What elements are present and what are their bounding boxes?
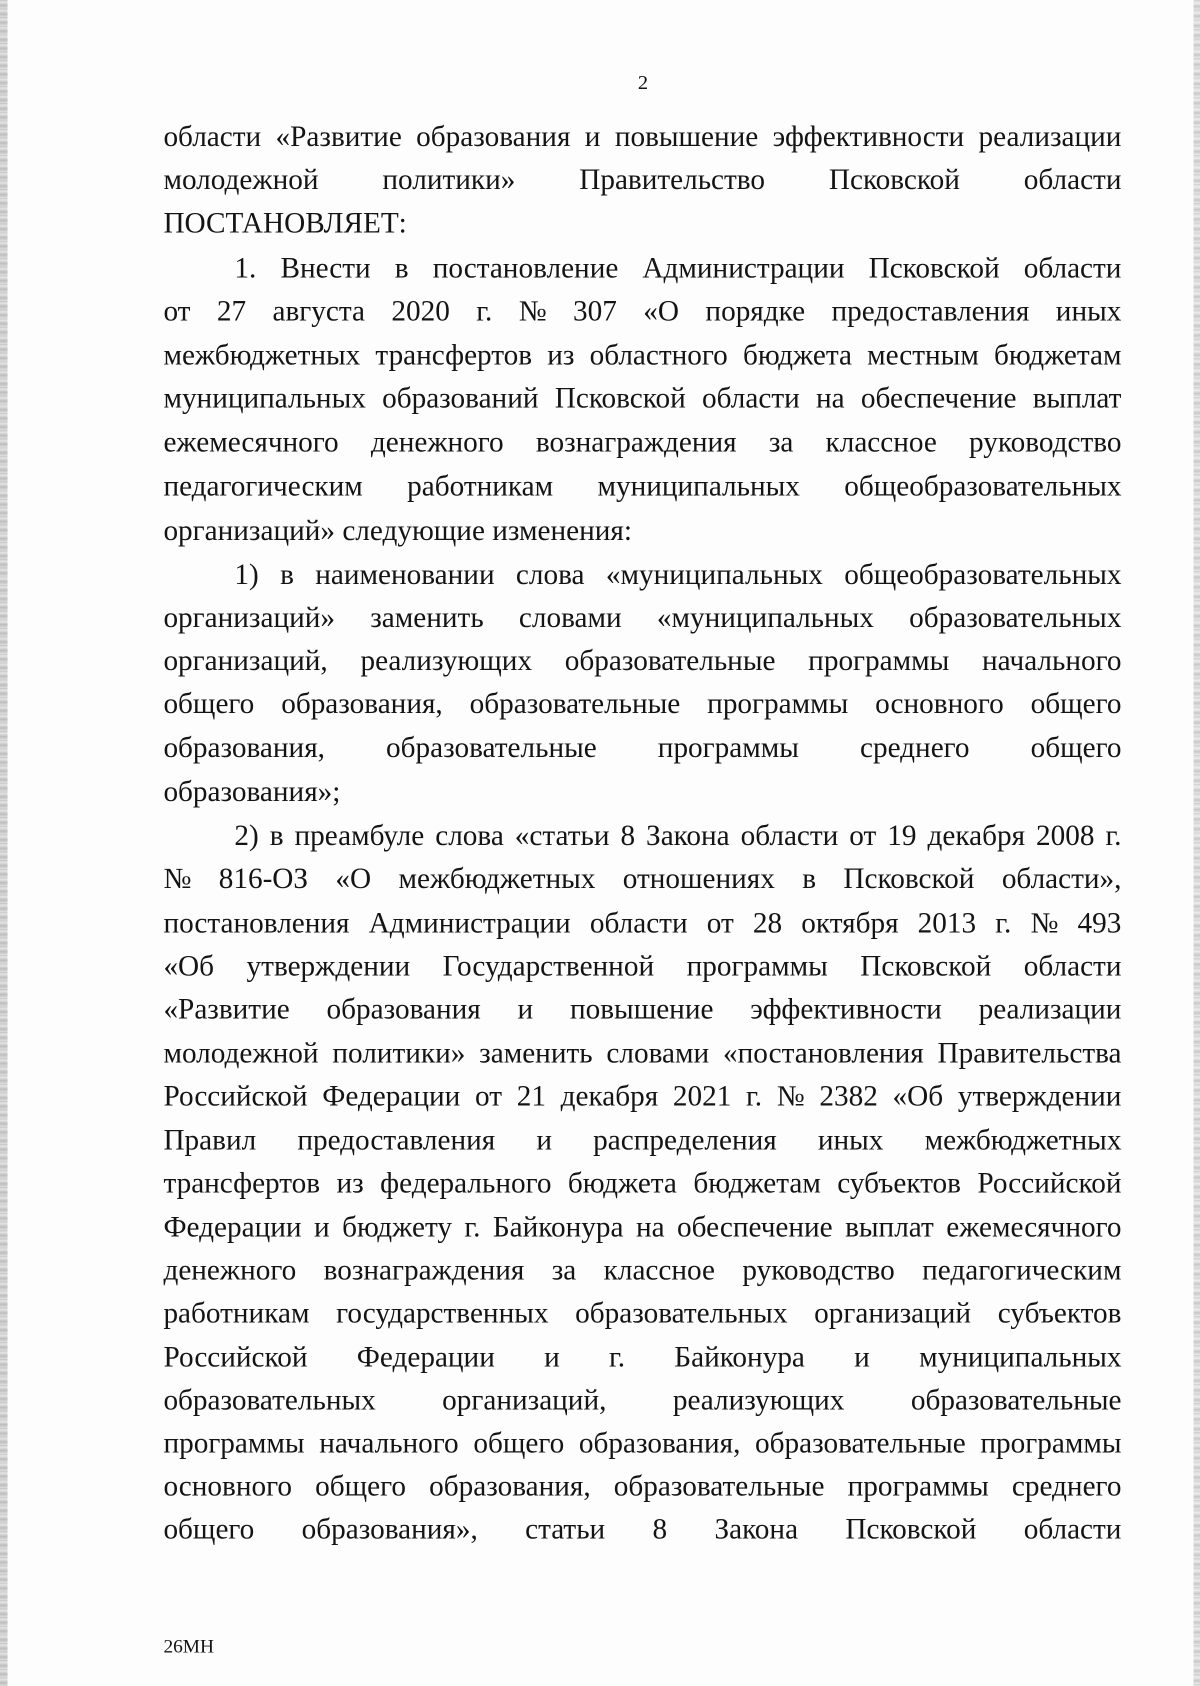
text-line	[163, 642, 1121, 679]
line-word: за	[768, 425, 794, 459]
line-word: утверждении	[957, 1079, 1122, 1112]
line-word: образований	[382, 381, 539, 414]
line-word: на	[815, 381, 845, 414]
line-word: 1.	[234, 251, 257, 284]
line-word: руководство	[969, 425, 1122, 459]
line-word: предоставления	[831, 294, 1030, 327]
line-word: основного	[163, 1469, 292, 1503]
line-word: от	[475, 1079, 503, 1112]
line-word: Псковской	[828, 163, 960, 196]
line-word: области	[163, 120, 262, 153]
line-word: Псковской	[860, 949, 992, 982]
line-word: общего	[1030, 731, 1122, 764]
text-line	[163, 161, 1121, 198]
line-word: эффективности	[772, 120, 965, 153]
line-word: Государственной	[442, 949, 655, 982]
line-word: местным	[867, 338, 979, 371]
text-line	[163, 904, 1121, 941]
line-word: федерального	[380, 1166, 552, 1199]
line-word: образования	[326, 992, 481, 1025]
line-word: реализации	[978, 120, 1122, 153]
line-word: межбюджетных	[924, 1123, 1122, 1156]
line-word: г.	[464, 1210, 481, 1244]
text-line	[163, 1339, 1121, 1376]
line-word: Администрации	[642, 251, 845, 284]
line-word: области	[702, 381, 800, 414]
line-word: области»,	[1001, 862, 1122, 895]
text-line	[234, 817, 1121, 854]
line-word: 27	[216, 294, 247, 327]
line-word: межбюджетных	[163, 338, 361, 371]
line-word: Администрации	[368, 906, 571, 939]
line-word: организаций,	[163, 644, 328, 677]
line-word: «Об	[892, 1079, 944, 1112]
page-number: 2	[637, 72, 649, 95]
line-word: бюджету	[342, 1210, 452, 1244]
line-word: организаций	[814, 1296, 972, 1330]
text-line	[163, 685, 1121, 722]
text-line	[163, 1295, 1121, 1332]
line-word: «О	[335, 862, 372, 895]
line-word: межбюджетных	[398, 862, 596, 895]
line-word: государственных	[336, 1296, 549, 1330]
text-line	[163, 1209, 1121, 1246]
line-word: реализации	[978, 992, 1122, 1025]
line-word: предоставления	[297, 1123, 496, 1156]
text-line	[163, 1121, 1121, 1158]
line-word: образования»,	[301, 1512, 478, 1546]
line-word: руководство	[742, 1253, 895, 1287]
line-word: вознаграждения	[535, 425, 737, 459]
line-word: от	[706, 906, 734, 939]
line-word: Российской	[163, 1079, 308, 1112]
line-word: Псковской	[845, 1512, 977, 1546]
line-word: муниципальных	[163, 381, 366, 414]
line-word: области	[740, 819, 839, 852]
line-word: начального	[982, 644, 1122, 677]
line-word: общего	[315, 1469, 406, 1503]
line-word: общеобразовательных	[844, 469, 1122, 503]
line-word: Федерации	[163, 1210, 302, 1244]
line-word: общеобразовательных	[844, 558, 1122, 591]
line-word: №	[163, 862, 192, 895]
line-word: словами	[518, 601, 622, 634]
line-word: в	[280, 558, 294, 591]
line-word: начального	[319, 1426, 459, 1460]
line-word: иных	[817, 1123, 884, 1156]
line-word: образования,	[429, 1469, 591, 1503]
line-word: декабря	[927, 819, 1026, 852]
text-line	[163, 380, 1121, 417]
line-word: Байконура	[492, 1210, 624, 1244]
line-word: Псковской	[868, 251, 1000, 284]
line-word: «Развитие	[163, 992, 290, 1025]
text-line	[163, 1511, 1121, 1548]
line-word: в	[269, 819, 284, 852]
line-word: постановление	[432, 251, 619, 284]
line-word: общего	[1030, 687, 1122, 720]
line-word: и	[536, 1123, 553, 1156]
line-word: ежемесячного	[163, 425, 339, 459]
line-word: заменить	[479, 1036, 593, 1069]
line-word: обеспечение	[860, 381, 1017, 414]
line-word: г.	[746, 1079, 763, 1112]
text-line	[163, 118, 1121, 155]
line-word: политики»	[382, 163, 516, 196]
line-word: №	[776, 1079, 805, 1112]
line-word: 2020	[391, 294, 450, 327]
line-word: 8	[620, 819, 636, 852]
text-line	[163, 729, 1121, 766]
line-word: денежного	[163, 1253, 297, 1287]
line-word: декабря	[560, 1079, 659, 1112]
line-word: программы	[980, 1426, 1122, 1460]
line-word: от	[849, 819, 877, 852]
line-word: молодежной	[163, 1036, 319, 1069]
line-word: Правительства	[937, 1036, 1122, 1069]
line-word: 19	[887, 819, 917, 852]
line-word: классное	[603, 1253, 715, 1287]
line-word: эффективности	[750, 992, 942, 1025]
line-word: Российской	[163, 1340, 308, 1374]
text-line	[163, 424, 1121, 461]
text-line	[163, 1165, 1121, 1202]
text-line	[163, 1034, 1121, 1071]
line-word: «Об	[163, 949, 215, 982]
line-word: бюджетам	[993, 338, 1122, 371]
line-word: 2)	[234, 819, 259, 852]
line-word: области	[1023, 251, 1122, 284]
line-word: утверждении	[246, 949, 411, 982]
line-word: и	[313, 1210, 330, 1244]
line-word: работникам	[163, 1296, 310, 1330]
line-word: среднего	[859, 731, 970, 764]
line-word: обеспечение	[677, 1210, 833, 1244]
line-word: образовательных	[909, 601, 1122, 634]
line-word: Российской	[977, 1166, 1122, 1199]
text-line	[163, 599, 1121, 636]
line-word: 1)	[234, 558, 259, 591]
line-word: распределения	[593, 1123, 777, 1156]
line-word: «муниципальных	[605, 558, 823, 591]
line-word: выплат	[1032, 381, 1122, 414]
line-word: Федерации	[356, 1340, 495, 1374]
line-word: работникам	[407, 469, 554, 503]
line-word: Закона	[714, 1512, 799, 1546]
line-word: №	[1030, 906, 1059, 939]
line-word: «муниципальных	[656, 601, 874, 634]
line-word: «О	[643, 294, 680, 327]
line-word: заменить	[370, 601, 484, 634]
line-word: 816-ОЗ	[218, 862, 309, 895]
line-word: преамбуле	[294, 819, 425, 852]
line-word: молодежной	[163, 163, 319, 196]
line-word: от	[163, 294, 191, 327]
line-word: «постановления	[723, 1036, 924, 1069]
line-word: организаций»	[163, 601, 336, 634]
line-word: классное	[825, 425, 937, 459]
text-line	[163, 990, 1121, 1027]
line-word: «статьи	[514, 819, 610, 852]
line-word: 493	[1077, 906, 1122, 939]
line-word: среднего	[1011, 1469, 1122, 1503]
line-word: словами	[606, 1036, 710, 1069]
line-word: общего	[163, 1512, 255, 1546]
text-line	[234, 556, 1121, 593]
line-word: бюджета	[567, 1166, 677, 1199]
line-word: и	[517, 992, 534, 1025]
line-word: №	[518, 294, 547, 327]
line-word: субъектов	[997, 1296, 1122, 1330]
line-word: 8	[652, 1512, 668, 1546]
line-word: Псковской	[554, 381, 686, 414]
text-line	[163, 860, 1121, 897]
line-word: областного	[589, 338, 728, 371]
line-word: трансфертов	[163, 1166, 321, 1199]
line-word: образовательные	[613, 1469, 825, 1503]
line-word: основного	[875, 687, 1004, 720]
line-word: из	[547, 338, 575, 371]
line-word: организаций,	[442, 1383, 607, 1417]
line-word: в	[802, 862, 817, 895]
text-line	[234, 249, 1121, 286]
line-word: Псковской	[843, 862, 975, 895]
line-word: муниципальных	[919, 1340, 1122, 1374]
line-word: в	[394, 251, 409, 284]
line-word: педагогическим	[163, 469, 363, 503]
line-word: слова	[435, 819, 504, 852]
line-word: бюджетам	[693, 1166, 821, 1199]
line-word: образовательных	[575, 1296, 788, 1330]
line-word: 2382	[819, 1079, 878, 1112]
line-word: и	[854, 1340, 870, 1374]
line-word: порядке	[705, 294, 806, 327]
text-line	[163, 468, 1121, 505]
line-word: из	[336, 1166, 364, 1199]
line-word: образовательные	[469, 687, 681, 720]
text-line: организаций» следующие изменения:	[163, 513, 632, 547]
line-word: августа	[272, 294, 365, 327]
line-word: Закона	[646, 819, 730, 852]
footer-code: 26МН	[163, 1635, 214, 1657]
line-word: области	[589, 906, 688, 939]
line-word: образования,	[163, 731, 325, 764]
line-word: Правил	[163, 1123, 257, 1156]
line-word: программы	[163, 1426, 305, 1460]
text-line	[163, 337, 1121, 374]
line-word: за	[551, 1253, 577, 1287]
line-word: Байконура	[674, 1340, 805, 1374]
line-word: программы	[808, 644, 950, 677]
line-word: вознаграждения	[323, 1253, 525, 1287]
line-word: г.	[995, 906, 1012, 939]
line-word: трансфертов	[375, 338, 533, 371]
line-word: реализующих	[672, 1383, 845, 1417]
line-word: Правительство	[579, 163, 766, 196]
line-word: муниципальных	[597, 469, 800, 503]
line-word: образования,	[281, 687, 443, 720]
line-word: выплат	[845, 1210, 934, 1244]
text-line: образования»;	[163, 775, 341, 808]
text-line	[163, 1468, 1121, 1505]
line-word: программы	[657, 731, 799, 764]
line-word: программы	[686, 949, 828, 982]
line-word: на	[635, 1210, 665, 1244]
line-word: слова	[515, 558, 585, 591]
line-word: образовательные	[386, 731, 597, 764]
text-line: ПОСТАНОВЛЯЕТ:	[163, 206, 407, 239]
line-word: области	[1023, 1512, 1122, 1546]
line-word: программы	[847, 1469, 989, 1503]
line-word: повышение	[614, 120, 759, 153]
line-word: педагогическим	[922, 1253, 1122, 1287]
line-word: г.	[1105, 819, 1122, 852]
line-word: субъектов	[837, 1166, 961, 1199]
line-word: Федерации	[322, 1079, 461, 1112]
line-word: г.	[476, 294, 493, 327]
line-word: 2008	[1036, 819, 1095, 852]
line-word: образования	[416, 120, 571, 153]
line-word: 2021	[672, 1079, 732, 1112]
line-word: денежного	[370, 425, 504, 459]
line-word: наименовании	[315, 558, 495, 591]
line-word: постановления	[163, 906, 350, 939]
text-line	[163, 1252, 1121, 1289]
line-word: ежемесячного	[946, 1210, 1122, 1244]
text-line	[163, 947, 1121, 984]
line-word: «Развитие	[275, 120, 402, 153]
line-word: области	[1023, 949, 1122, 982]
line-word: 21	[516, 1079, 546, 1112]
line-word: области	[1023, 163, 1122, 196]
text-line	[163, 1382, 1121, 1419]
line-word: г.	[609, 1340, 626, 1374]
line-word: статьи	[525, 1512, 606, 1546]
line-word: образовательные	[910, 1383, 1122, 1417]
line-word: программы	[707, 687, 849, 720]
line-word: бюджета	[742, 338, 852, 371]
line-word: образовательных	[163, 1383, 376, 1417]
line-word: образовательные	[564, 644, 776, 677]
line-word: 28	[752, 906, 783, 939]
line-word: общего	[473, 1426, 565, 1460]
line-word: отношениях	[622, 862, 775, 895]
line-word: реализующих	[360, 644, 533, 677]
text-line	[163, 1425, 1121, 1462]
line-word: октября	[801, 906, 899, 939]
line-word: общего	[163, 687, 255, 720]
line-word: повышение	[569, 992, 714, 1025]
line-word: Внести	[280, 251, 371, 284]
line-word: иных	[1055, 294, 1122, 327]
line-word: и	[584, 120, 601, 153]
line-word: 2013	[917, 906, 977, 939]
line-word: 307	[573, 294, 617, 327]
line-word: образования,	[578, 1426, 741, 1460]
line-word: политики»	[332, 1036, 466, 1069]
line-word: и	[544, 1340, 560, 1374]
text-line	[163, 292, 1121, 329]
line-word: образовательные	[755, 1426, 966, 1460]
text-line	[163, 1077, 1121, 1114]
